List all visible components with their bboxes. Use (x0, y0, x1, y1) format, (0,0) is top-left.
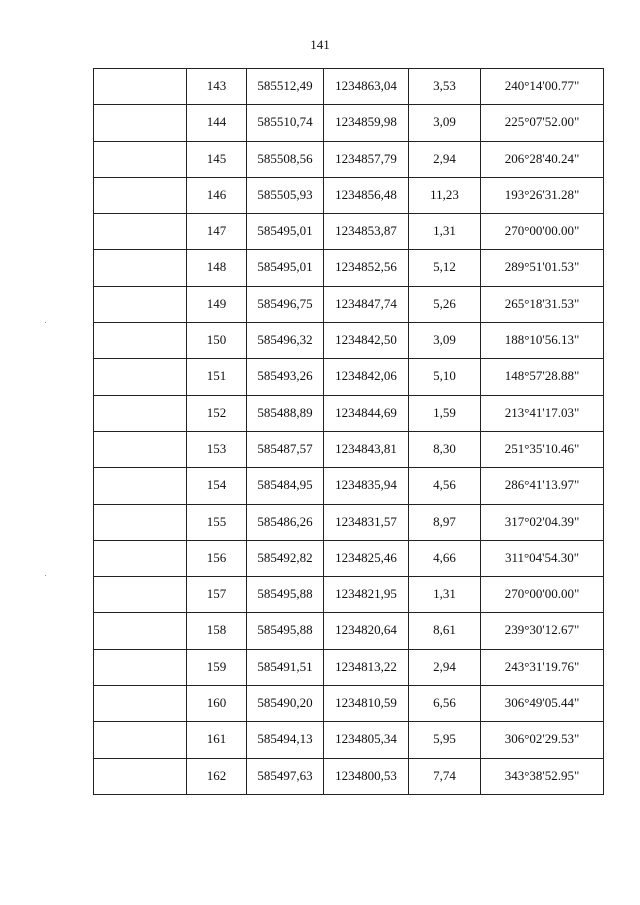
y-coordinate-cell: 1234853,87 (324, 214, 409, 250)
empty-cell (94, 686, 187, 722)
direction-angle-cell: 317°02'04.39" (481, 504, 604, 540)
y-coordinate-cell: 1234857,79 (324, 141, 409, 177)
length-cell: 1,59 (409, 395, 481, 431)
empty-cell (94, 214, 187, 250)
empty-cell (94, 177, 187, 213)
y-coordinate-cell: 1234842,50 (324, 323, 409, 359)
y-coordinate-cell: 1234852,56 (324, 250, 409, 286)
length-cell: 3,53 (409, 69, 481, 105)
x-coordinate-cell: 585510,74 (247, 105, 324, 141)
point-number-cell: 145 (187, 141, 247, 177)
table-row (94, 395, 604, 431)
x-coordinate-cell: 585486,26 (247, 504, 324, 540)
y-coordinate-cell: 1234813,22 (324, 649, 409, 685)
y-coordinate-cell: 1234821,95 (324, 577, 409, 613)
coordinates-table-body (94, 69, 604, 795)
y-coordinate-cell: 1234842,06 (324, 359, 409, 395)
table-row (94, 141, 604, 177)
direction-angle-cell: 243°31'19.76" (481, 649, 604, 685)
table-row (94, 431, 604, 467)
length-cell: 1,31 (409, 214, 481, 250)
table-row (94, 649, 604, 685)
empty-cell (94, 105, 187, 141)
x-coordinate-cell: 585487,57 (247, 431, 324, 467)
x-coordinate-cell: 585495,88 (247, 613, 324, 649)
empty-cell (94, 758, 187, 794)
point-number-cell: 162 (187, 758, 247, 794)
length-cell: 2,94 (409, 141, 481, 177)
length-cell: 6,56 (409, 686, 481, 722)
empty-cell (94, 722, 187, 758)
length-cell: 4,56 (409, 468, 481, 504)
table-row (94, 69, 604, 105)
point-number-cell: 157 (187, 577, 247, 613)
point-number-cell: 148 (187, 250, 247, 286)
direction-angle-cell: 343°38'52.95" (481, 758, 604, 794)
table-row (94, 686, 604, 722)
point-number-cell: 144 (187, 105, 247, 141)
table-row (94, 250, 604, 286)
point-number-cell: 143 (187, 69, 247, 105)
empty-cell (94, 395, 187, 431)
point-number-cell: 146 (187, 177, 247, 213)
table-row (94, 722, 604, 758)
point-number-cell: 153 (187, 431, 247, 467)
x-coordinate-cell: 585496,32 (247, 323, 324, 359)
x-coordinate-cell: 585508,56 (247, 141, 324, 177)
point-number-cell: 151 (187, 359, 247, 395)
coordinates-table (93, 68, 604, 795)
table-row (94, 504, 604, 540)
length-cell: 11,23 (409, 177, 481, 213)
direction-angle-cell: 240°14'00.77" (481, 69, 604, 105)
length-cell: 8,61 (409, 613, 481, 649)
table-row (94, 214, 604, 250)
point-number-cell: 150 (187, 323, 247, 359)
y-coordinate-cell: 1234810,59 (324, 686, 409, 722)
y-coordinate-cell: 1234805,34 (324, 722, 409, 758)
point-number-cell: 161 (187, 722, 247, 758)
table-row (94, 613, 604, 649)
point-number-cell: 160 (187, 686, 247, 722)
direction-angle-cell: 306°02'29.53" (481, 722, 604, 758)
empty-cell (94, 359, 187, 395)
x-coordinate-cell: 585495,88 (247, 577, 324, 613)
direction-angle-cell: 239°30'12.67" (481, 613, 604, 649)
table-row (94, 359, 604, 395)
direction-angle-cell: 270°00'00.00" (481, 214, 604, 250)
length-cell: 7,74 (409, 758, 481, 794)
length-cell: 1,31 (409, 577, 481, 613)
y-coordinate-cell: 1234856,48 (324, 177, 409, 213)
empty-cell (94, 286, 187, 322)
direction-angle-cell: 306°49'05.44" (481, 686, 604, 722)
x-coordinate-cell: 585490,20 (247, 686, 324, 722)
point-number-cell: 159 (187, 649, 247, 685)
direction-angle-cell: 213°41'17.03" (481, 395, 604, 431)
x-coordinate-cell: 585495,01 (247, 250, 324, 286)
direction-angle-cell: 265°18'31.53" (481, 286, 604, 322)
empty-cell (94, 504, 187, 540)
x-coordinate-cell: 585512,49 (247, 69, 324, 105)
scan-speck (45, 322, 46, 323)
x-coordinate-cell: 585484,95 (247, 468, 324, 504)
y-coordinate-cell: 1234835,94 (324, 468, 409, 504)
point-number-cell: 158 (187, 613, 247, 649)
point-number-cell: 155 (187, 504, 247, 540)
direction-angle-cell: 251°35'10.46" (481, 431, 604, 467)
empty-cell (94, 431, 187, 467)
x-coordinate-cell: 585497,63 (247, 758, 324, 794)
point-number-cell: 147 (187, 214, 247, 250)
length-cell: 8,97 (409, 504, 481, 540)
y-coordinate-cell: 1234844,69 (324, 395, 409, 431)
scan-speck (45, 575, 46, 576)
empty-cell (94, 250, 187, 286)
length-cell: 5,10 (409, 359, 481, 395)
y-coordinate-cell: 1234825,46 (324, 540, 409, 576)
empty-cell (94, 69, 187, 105)
table-row (94, 577, 604, 613)
y-coordinate-cell: 1234820,64 (324, 613, 409, 649)
length-cell: 3,09 (409, 323, 481, 359)
table-row (94, 286, 604, 322)
table-row (94, 177, 604, 213)
x-coordinate-cell: 585492,82 (247, 540, 324, 576)
point-number-cell: 149 (187, 286, 247, 322)
direction-angle-cell: 311°04'54.30" (481, 540, 604, 576)
x-coordinate-cell: 585505,93 (247, 177, 324, 213)
length-cell: 3,09 (409, 105, 481, 141)
direction-angle-cell: 286°41'13.97" (481, 468, 604, 504)
x-coordinate-cell: 585493,26 (247, 359, 324, 395)
length-cell: 5,95 (409, 722, 481, 758)
empty-cell (94, 577, 187, 613)
point-number-cell: 152 (187, 395, 247, 431)
table-row (94, 468, 604, 504)
length-cell: 5,26 (409, 286, 481, 322)
empty-cell (94, 323, 187, 359)
direction-angle-cell: 193°26'31.28" (481, 177, 604, 213)
x-coordinate-cell: 585491,51 (247, 649, 324, 685)
direction-angle-cell: 270°00'00.00" (481, 577, 604, 613)
point-number-cell: 156 (187, 540, 247, 576)
y-coordinate-cell: 1234859,98 (324, 105, 409, 141)
x-coordinate-cell: 585494,13 (247, 722, 324, 758)
empty-cell (94, 540, 187, 576)
direction-angle-cell: 148°57'28.88" (481, 359, 604, 395)
x-coordinate-cell: 585488,89 (247, 395, 324, 431)
direction-angle-cell: 289°51'01.53" (481, 250, 604, 286)
length-cell: 5,12 (409, 250, 481, 286)
y-coordinate-cell: 1234847,74 (324, 286, 409, 322)
direction-angle-cell: 225°07'52.00" (481, 105, 604, 141)
empty-cell (94, 613, 187, 649)
length-cell: 4,66 (409, 540, 481, 576)
page-number: 141 (310, 37, 330, 52)
x-coordinate-cell: 585496,75 (247, 286, 324, 322)
length-cell: 2,94 (409, 649, 481, 685)
empty-cell (94, 141, 187, 177)
point-number-cell: 154 (187, 468, 247, 504)
direction-angle-cell: 188°10'56.13" (481, 323, 604, 359)
table-row (94, 758, 604, 794)
y-coordinate-cell: 1234863,04 (324, 69, 409, 105)
direction-angle-cell: 206°28'40.24" (481, 141, 604, 177)
table-row (94, 540, 604, 576)
y-coordinate-cell: 1234843,81 (324, 431, 409, 467)
table-row (94, 323, 604, 359)
table-row (94, 105, 604, 141)
y-coordinate-cell: 1234800,53 (324, 758, 409, 794)
x-coordinate-cell: 585495,01 (247, 214, 324, 250)
y-coordinate-cell: 1234831,57 (324, 504, 409, 540)
length-cell: 8,30 (409, 431, 481, 467)
empty-cell (94, 649, 187, 685)
empty-cell (94, 468, 187, 504)
